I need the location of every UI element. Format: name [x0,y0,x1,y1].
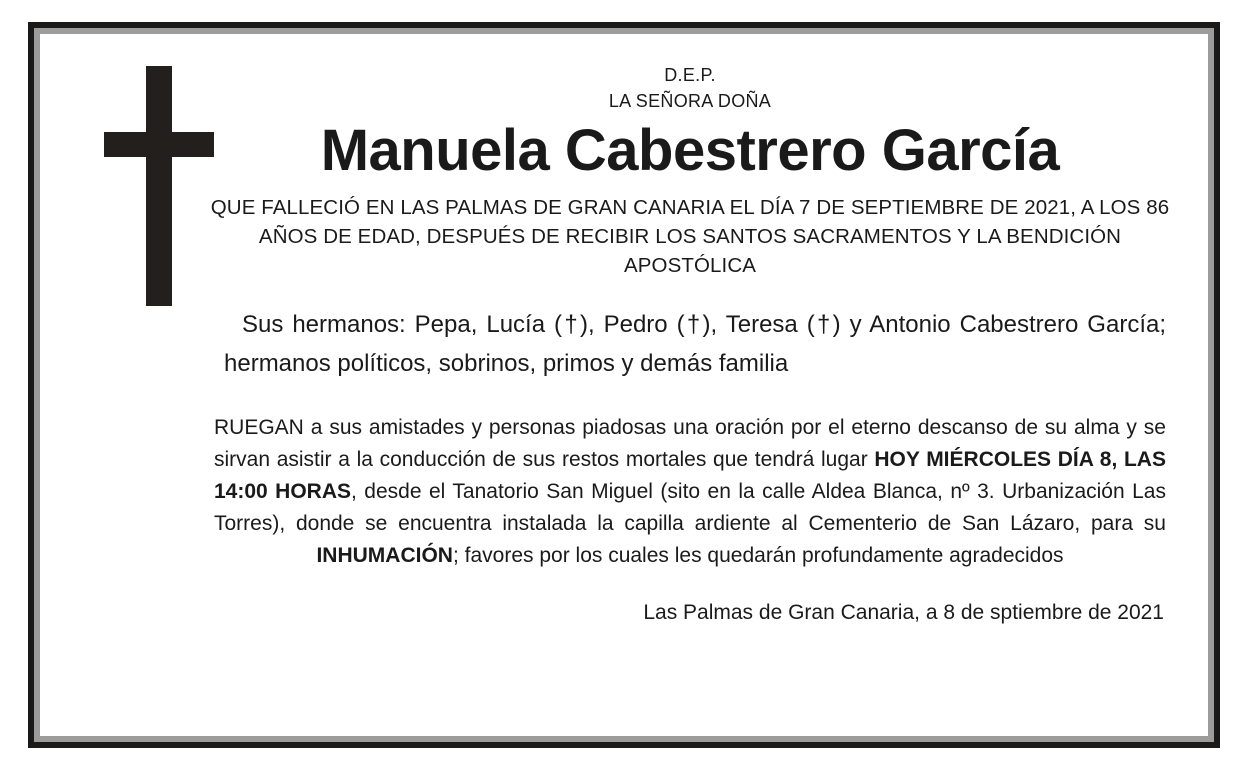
notice-inner-area [40,34,1208,736]
death-details: QUE FALLECIÓ EN LAS PALMAS DE GRAN CANARIA EL DÍA 7 DE SEPTIEMBRE DE 2021, A LOS 86 AÑOS DE EDAD, DESPUÉS DE RECIBIR LOS SANTOS SACRAMENTOS Y LA BENDICIÓN APOSTÓLICA [210,195,1170,278]
cross-horizontal-bar [104,132,214,157]
request-emphasis-time: HOY MIÉRCOLES DÍA 8, LAS 14:00 HORAS [214,447,1166,503]
dep-line: D.E.P. [664,65,716,85]
request-part-2: , desde el Tanatorio San Miguel (sito en la calle Aldea Blanca, nº 3. Urbanización Las Torres), donde se encuentra instalada la capilla ardiente al Cementerio de San Lázaro, para su [214,479,1166,535]
request-part-1: RUEGAN a sus amistades y personas piadosas una oración por el eterno descanso de su alma y se sirvan asistir a la conducción de sus restos mortales que tendrá lugar [214,415,1166,471]
honorific-line: LA SEÑORA DOÑA [608,91,772,112]
place-and-date: Las Palmas de Gran Canaria, a 8 de sptiembre de 2021 [643,601,1164,625]
funeral-request [210,412,1170,572]
deceased-name: Manuela Cabestrero García [320,118,1060,184]
request-part-3: ; favores por los cuales les quedarán profundamente agradecidos [452,543,1064,567]
surviving-family-text: Sus hermanos: Pepa, Lucía (†), Pedro (†), Teresa (†) y Antonio Cabestrero García; hermanos políticos, sobrinos, primos y demás familia [224,311,1166,378]
surviving-family [210,306,1170,384]
cross-vertical-bar [146,66,172,306]
cross-icon [98,66,218,306]
notice-content [210,34,1170,625]
request-emphasis-inhumacion: INHUMACIÓN [316,543,453,567]
